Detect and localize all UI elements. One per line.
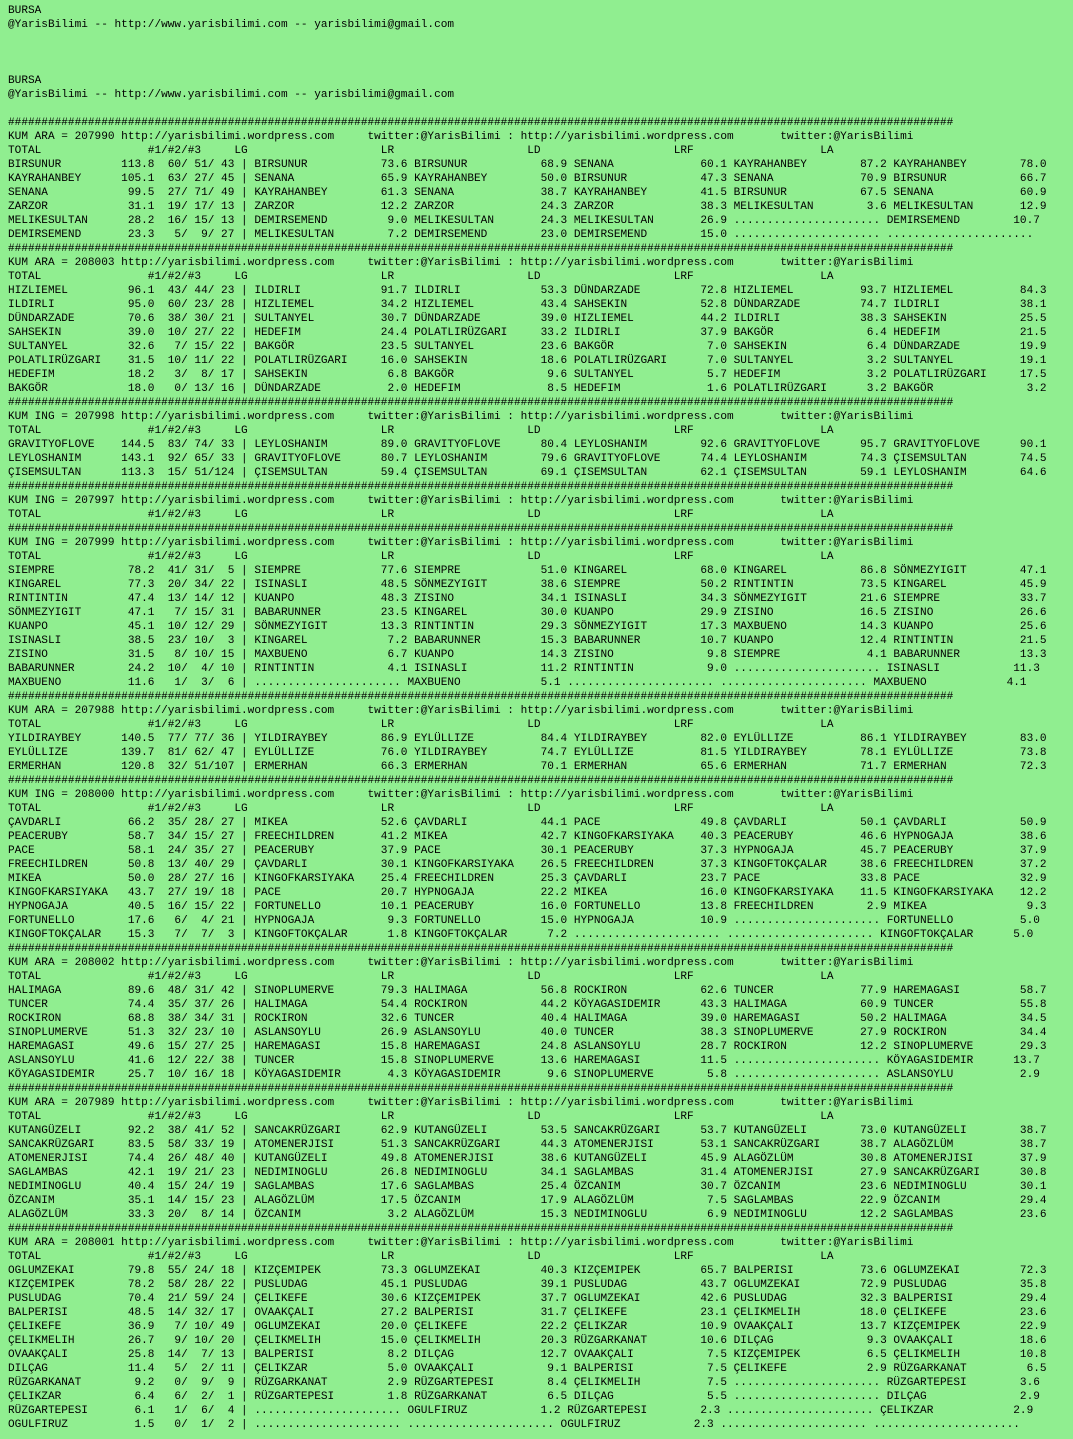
text-line: SAGLAMBAS 42.1 19/ 21/ 23 | NEDIMINOGLU 26.8 NEDIMINOGLU 34.1 SAGLAMBAS 31.4 ATOMENERJISI 27.9 SANCAKRÜZGARI 30.8 <box>8 1167 1047 1179</box>
text-line: KAYRAHANBEY 105.1 63/ 27/ 45 | SENANA 65.9 KAYRAHANBEY 50.0 BIRSUNUR 47.3 SENANA 70.9 BIRSUNUR 66.7 <box>8 173 1047 185</box>
text-line: @YarisBilimi -- http://www.yarisbilimi.com -- yarisbilimi@gmail.com <box>8 89 455 101</box>
text-line: KUM ING = 207997 http://yarisbilimi.wordpress.com twitter:@YarisBilimi : http://yarisbilimi.wordpress.com twitter:@YarisBilimi <box>8 495 914 507</box>
text-line: TOTAL #1/#2/#3 LG LR LD LRF LA <box>8 509 834 521</box>
text-line: KUM ING = 207998 http://yarisbilimi.wordpress.com twitter:@YarisBilimi : http://yarisbilimi.wordpress.com twitter:@YarisBilimi <box>8 411 914 423</box>
text-line: SINOPLUMERVE 51.3 32/ 23/ 10 | ASLANSOYLU 26.9 ASLANSOYLU 40.0 TUNCER 38.3 SINOPLUMERVE 27.9 ROCKIRON 34.4 <box>8 1027 1047 1039</box>
text-line: RÜZGARKANAT 9.2 0/ 9/ 9 | RÜZGARKANAT 2.9 RÜZGARTEPESI 8.4 ÇELIKMELIH 7.5 ...................... RÜZGARTEPESI 3.6 <box>8 1377 1040 1389</box>
text-line: KUM ING = 207999 http://yarisbilimi.wordpress.com twitter:@YarisBilimi : http://yarisbilimi.wordpress.com twitter:@YarisBilimi <box>8 537 914 549</box>
text-line: KUM ARA = 208003 http://yarisbilimi.wordpress.com twitter:@YarisBilimi : http://yarisbilimi.wordpress.com twitter:@YarisBilimi <box>8 257 914 269</box>
text-line: ############################################################################################################################################## <box>8 481 954 493</box>
text-line: SULTANYEL 32.6 7/ 15/ 22 | BAKGÖR 23.5 SULTANYEL 23.6 BAKGÖR 7.0 SAHSEKIN 6.4 DÜNDARZADE 19.9 <box>8 341 1047 353</box>
text-line: TOTAL #1/#2/#3 LG LR LD LRF LA <box>8 803 834 815</box>
text-line: RÜZGARTEPESI 6.1 1/ 6/ 4 | ...................... OGULFIRUZ 1.2 RÜZGARTEPESI 2.3 ...................... ÇELIKZAR 2.9 <box>8 1405 1034 1417</box>
text-line: TOTAL #1/#2/#3 LG LR LD LRF LA <box>8 425 834 437</box>
text-line: ZARZOR 31.1 19/ 17/ 13 | ZARZOR 12.2 ZARZOR 24.3 ZARZOR 38.3 MELIKESULTAN 3.6 MELIKESULTAN 12.9 <box>8 201 1047 213</box>
text-line: SANCAKRÜZGARI 83.5 58/ 33/ 19 | ATOMENERJISI 51.3 SANCAKRÜZGARI 44.3 ATOMENERJISI 53.1 SANCAKRÜZGARI 38.7 ALAGÖZLÜM 38.7 <box>8 1139 1047 1151</box>
text-line: HYPNOGAJA 40.5 16/ 15/ 22 | FORTUNELLO 10.1 PEACERUBY 16.0 FORTUNELLO 13.8 FREECHILDREN 2.9 MIKEA 9.3 <box>8 901 1047 913</box>
text-line <box>8 32 1073 46</box>
text-line: KUM ARA = 207988 http://yarisbilimi.wordpress.com twitter:@YarisBilimi : http://yarisbilimi.wordpress.com twitter:@YarisBilimi <box>8 705 914 717</box>
text-line: MELIKESULTAN 28.2 16/ 15/ 13 | DEMIRSEMEND 9.0 MELIKESULTAN 24.3 MELIKESULTAN 26.9 ...................... DEMIRSEMEND 10.7 <box>8 215 1040 227</box>
text-line: KUM ARA = 208002 http://yarisbilimi.wordpress.com twitter:@YarisBilimi : http://yarisbilimi.wordpress.com twitter:@YarisBilimi <box>8 957 914 969</box>
text-line: KUANPO 45.1 10/ 12/ 29 | SÖNMEZYIGIT 13.3 RINTINTIN 29.3 SÖNMEZYIGIT 17.3 MAXBUENO 14.3 KUANPO 25.6 <box>8 621 1047 633</box>
text-line: ############################################################################################################################################## <box>8 1223 954 1235</box>
text-line: TOTAL #1/#2/#3 LG LR LD LRF LA <box>8 271 834 283</box>
text-line: TUNCER 74.4 35/ 37/ 26 | HALIMAGA 54.4 ROCKIRON 44.2 KÖYAGASIDEMIR 43.3 HALIMAGA 60.9 TUNCER 55.8 <box>8 999 1047 1011</box>
text-line: BALPERISI 48.5 14/ 32/ 17 | OVAAKÇALI 27.2 BALPERISI 31.7 ÇELIKEFE 23.1 ÇELIKMELIH 18.0 ÇELIKEFE 23.6 <box>8 1307 1047 1319</box>
text-line: ÇISEMSULTAN 113.3 15/ 51/124 | ÇISEMSULTAN 59.4 ÇISEMSULTAN 69.1 ÇISEMSULTAN 62.1 ÇISEMSULTAN 59.1 LEYLOSHANIM 64.6 <box>8 467 1047 479</box>
text-line: BABARUNNER 24.2 10/ 4/ 10 | RINTINTIN 4.1 ISINASLI 11.2 RINTINTIN 9.0 ...................... ISINASLI 11.3 <box>8 663 1040 675</box>
text-line: FREECHILDREN 50.8 13/ 40/ 29 | ÇAVDARLI 30.1 KINGOFKARSIYAKA 26.5 FREECHILDREN 37.3 KINGOFTOKÇALAR 38.6 FREECHILDREN 37.2 <box>8 859 1047 871</box>
text-line: HIZLIEMEL 96.1 43/ 44/ 23 | ILDIRLI 91.7 ILDIRLI 53.3 DÜNDARZADE 72.8 HIZLIEMEL 93.7 HIZLIEMEL 84.3 <box>8 285 1047 297</box>
text-line: YILDIRAYBEY 140.5 77/ 77/ 36 | YILDIRAYBEY 86.9 EYLÜLLIZE 84.4 YILDIRAYBEY 82.0 EYLÜLLIZE 86.1 YILDIRAYBEY 83.0 <box>8 733 1047 745</box>
text-line: TOTAL #1/#2/#3 LG LR LD LRF LA <box>8 1111 834 1123</box>
text-line: OGULFIRUZ 1.5 0/ 1/ 2 | ...................... ...................... OGULFIRUZ 2.3 ...................... ...................... <box>8 1419 1020 1431</box>
text-line: OVAAKÇALI 25.8 14/ 7/ 13 | BALPERISI 8.2 DILÇAG 12.7 OVAAKÇALI 7.5 KIZÇEMIPEK 6.5 ÇELIKMELIH 10.8 <box>8 1349 1047 1361</box>
text-line: SENANA 99.5 27/ 71/ 49 | KAYRAHANBEY 61.3 SENANA 38.7 KAYRAHANBEY 41.5 BIRSUNUR 67.5 SENANA 60.9 <box>8 187 1047 199</box>
text-line: ÖZCANIM 35.1 14/ 15/ 23 | ALAGÖZLÜM 17.5 ÖZCANIM 17.9 ALAGÖZLÜM 7.5 SAGLAMBAS 22.9 ÖZCANIM 29.4 <box>8 1195 1047 1207</box>
text-line <box>8 60 1073 74</box>
text-line: KUM ARA = 208001 http://yarisbilimi.wordpress.com twitter:@YarisBilimi : http://yarisbilimi.wordpress.com twitter:@YarisBilimi <box>8 1237 914 1249</box>
text-line: FORTUNELLO 17.6 6/ 4/ 21 | HYPNOGAJA 9.3 FORTUNELLO 15.0 HYPNOGAJA 10.9 ...................... FORTUNELLO 5.0 <box>8 915 1040 927</box>
text-line: @YarisBilimi -- http://www.yarisbilimi.com -- yarisbilimi@gmail.com <box>8 19 455 31</box>
text-line: ÇELIKEFE 36.9 7/ 10/ 49 | OGLUMZEKAI 20.0 ÇELIKEFE 22.2 ÇELIKZAR 10.9 OVAAKÇALI 13.7 KIZÇEMIPEK 22.9 <box>8 1321 1047 1333</box>
text-line: BIRSUNUR 113.8 60/ 51/ 43 | BIRSUNUR 73.6 BIRSUNUR 68.9 SENANA 60.1 KAYRAHANBEY 87.2 KAYRAHANBEY 78.0 <box>8 159 1047 171</box>
text-line: KIZÇEMIPEK 78.2 58/ 28/ 22 | PUSLUDAG 45.1 PUSLUDAG 39.1 PUSLUDAG 43.7 OGLUMZEKAI 72.9 PUSLUDAG 35.8 <box>8 1279 1047 1291</box>
text-line: KUTANGÜZELI 92.2 38/ 41/ 52 | SANCAKRÜZGARI 62.9 KUTANGÜZELI 53.5 SANCAKRÜZGARI 53.7 KUTANGÜZELI 73.0 KUTANGÜZELI 38.7 <box>8 1125 1047 1137</box>
text-line: BAKGÖR 18.0 0/ 13/ 16 | DÜNDARZADE 2.0 HEDEFIM 8.5 HEDEFIM 1.6 POLATLIRÜZGARI 3.2 BAKGÖR 3.2 <box>8 383 1047 395</box>
text-line: PACE 58.1 24/ 35/ 27 | PEACERUBY 37.9 PACE 30.1 PEACERUBY 37.3 HYPNOGAJA 45.7 PEACERUBY 37.9 <box>8 845 1047 857</box>
text-line: KUM ARA = 207989 http://yarisbilimi.wordpress.com twitter:@YarisBilimi : http://yarisbilimi.wordpress.com twitter:@YarisBilimi <box>8 1097 914 1109</box>
text-line: GRAVITYOFLOVE 144.5 83/ 74/ 33 | LEYLOSHANIM 89.0 GRAVITYOFLOVE 80.4 LEYLOSHANIM 92.6 GRAVITYOFLOVE 95.7 GRAVITYOFLOVE 90.1 <box>8 439 1047 451</box>
text-line: ZISINO 31.5 8/ 10/ 15 | MAXBUENO 6.7 KUANPO 14.3 ZISINO 9.8 SIEMPRE 4.1 BABARUNNER 13.3 <box>8 649 1047 661</box>
text-line: ############################################################################################################################################## <box>8 775 954 787</box>
text-line: ############################################################################################################################################## <box>8 1083 954 1095</box>
text-line: KINGAREL 77.3 20/ 34/ 22 | ISINASLI 48.5 SÖNMEZYIGIT 38.6 SIEMPRE 50.2 RINTINTIN 73.5 KINGAREL 45.9 <box>8 579 1047 591</box>
text-line: BURSA <box>8 5 42 17</box>
text-line: ############################################################################################################################################## <box>8 243 954 255</box>
text-line: KÖYAGASIDEMIR 25.7 10/ 16/ 18 | KÖYAGASIDEMIR 4.3 KÖYAGASIDEMIR 9.6 SINOPLUMERVE 5.8 ...................... ASLANSOYLU 2.9 <box>8 1069 1040 1081</box>
text-line: KINGOFTOKÇALAR 15.3 7/ 7/ 3 | KINGOFTOKÇALAR 1.8 KINGOFTOKÇALAR 7.2 ...................... ...................... KINGOFTOKÇALAR 5.0 <box>8 929 1034 941</box>
text-line: TOTAL #1/#2/#3 LG LR LD LRF LA <box>8 145 834 157</box>
text-line: ############################################################################################################################################## <box>8 523 954 535</box>
text-line: RINTINTIN 47.4 13/ 14/ 12 | KUANPO 48.3 ZISINO 34.1 ISINASLI 34.3 SÖNMEZYIGIT 21.6 SIEMPRE 33.7 <box>8 593 1047 605</box>
text-line: KUM ARA = 207990 http://yarisbilimi.wordpress.com twitter:@YarisBilimi : http://yarisbilimi.wordpress.com twitter:@YarisBilimi <box>8 131 914 143</box>
text-line: ############################################################################################################################################## <box>8 943 954 955</box>
text-line: PEACERUBY 58.7 34/ 15/ 27 | FREECHILDREN 41.2 MIKEA 42.7 KINGOFKARSIYAKA 40.3 PEACERUBY 46.6 HYPNOGAJA 38.6 <box>8 831 1047 843</box>
text-line: ÇELIKMELIH 26.7 9/ 10/ 20 | ÇELIKMELIH 15.0 ÇELIKMELIH 20.3 RÜZGARKANAT 10.6 DILÇAG 9.3 OVAAKÇALI 18.6 <box>8 1335 1047 1347</box>
text-line: ############################################################################################################################################## <box>8 691 954 703</box>
text-line: ILDIRLI 95.0 60/ 23/ 28 | HIZLIEMEL 34.2 HIZLIEMEL 43.4 SAHSEKIN 52.8 DÜNDARZADE 74.7 ILDIRLI 38.1 <box>8 299 1047 311</box>
text-line: ############################################################################################################################################## <box>8 117 954 129</box>
text-line: ROCKIRON 68.8 38/ 34/ 31 | ROCKIRON 32.6 TUNCER 40.4 HALIMAGA 39.0 HAREMAGASI 50.2 HALIMAGA 34.5 <box>8 1013 1047 1025</box>
text-line: ############################################################################################################################################## <box>8 397 954 409</box>
text-line: TOTAL #1/#2/#3 LG LR LD LRF LA <box>8 971 834 983</box>
text-line: POLATLIRÜZGARI 31.5 10/ 11/ 22 | POLATLIRÜZGARI 16.0 SAHSEKIN 18.6 POLATLIRÜZGARI 7.0 SULTANYEL 3.2 SULTANYEL 19.1 <box>8 355 1047 367</box>
text-line: DEMIRSEMEND 23.3 5/ 9/ 27 | MELIKESULTAN 7.2 DEMIRSEMEND 23.0 DEMIRSEMEND 15.0 ...................... ...................... <box>8 229 1034 241</box>
text-line: KUM ING = 208000 http://yarisbilimi.wordpress.com twitter:@YarisBilimi : http://yarisbilimi.wordpress.com twitter:@YarisBilimi <box>8 789 914 801</box>
text-line: NEDIMINOGLU 40.4 15/ 24/ 19 | SAGLAMBAS 17.6 SAGLAMBAS 25.4 ÖZCANIM 30.7 ÖZCANIM 23.6 NEDIMINOGLU 30.1 <box>8 1181 1047 1193</box>
text-line: TOTAL #1/#2/#3 LG LR LD LRF LA <box>8 1251 834 1263</box>
text-line: PUSLUDAG 70.4 21/ 59/ 24 | ÇELIKEFE 30.6 KIZÇEMIPEK 37.7 OGLUMZEKAI 42.6 PUSLUDAG 32.3 BALPERISI 29.4 <box>8 1293 1047 1305</box>
text-line: ERMERHAN 120.8 32/ 51/107 | ERMERHAN 66.3 ERMERHAN 70.1 ERMERHAN 65.6 ERMERHAN 71.7 ERMERHAN 72.3 <box>8 761 1047 773</box>
text-line: ÇAVDARLI 66.2 35/ 28/ 27 | MIKEA 52.6 ÇAVDARLI 44.1 PACE 49.8 ÇAVDARLI 50.1 ÇAVDARLI 50.9 <box>8 817 1047 829</box>
text-line <box>8 102 1073 116</box>
text-line: HALIMAGA 89.6 48/ 31/ 42 | SINOPLUMERVE 79.3 HALIMAGA 56.8 ROCKIRON 62.6 TUNCER 77.9 HAREMAGASI 58.7 <box>8 985 1047 997</box>
text-line: HEDEFIM 18.2 3/ 8/ 17 | SAHSEKIN 6.8 BAKGÖR 9.6 SULTANYEL 5.7 HEDEFIM 3.2 POLATLIRÜZGARI 17.5 <box>8 369 1047 381</box>
text-line: ÇELIKZAR 6.4 6/ 2/ 1 | RÜZGARTEPESI 1.8 RÜZGARKANAT 6.5 DILÇAG 5.5 ...................... DILÇAG 2.9 <box>8 1391 1040 1403</box>
text-line: TOTAL #1/#2/#3 LG LR LD LRF LA <box>8 719 834 731</box>
text-line: DÜNDARZADE 70.6 38/ 30/ 21 | SULTANYEL 30.7 DÜNDARZADE 39.0 HIZLIEMEL 44.2 ILDIRLI 38.3 SAHSEKIN 25.5 <box>8 313 1047 325</box>
text-line: TOTAL #1/#2/#3 LG LR LD LRF LA <box>8 551 834 563</box>
text-line: ASLANSOYLU 41.6 12/ 22/ 38 | TUNCER 15.8 SINOPLUMERVE 13.6 HAREMAGASI 11.5 ...................... KÖYAGASIDEMIR 13.7 <box>8 1055 1040 1067</box>
text-line: BURSA <box>8 75 42 87</box>
text-line: SIEMPRE 78.2 41/ 31/ 5 | SIEMPRE 77.6 SIEMPRE 51.0 KINGAREL 68.0 KINGAREL 86.8 SÖNMEZYIGIT 47.1 <box>8 565 1047 577</box>
text-line: SÖNMEZYIGIT 47.1 7/ 15/ 31 | BABARUNNER 23.5 KINGAREL 30.0 KUANPO 29.9 ZISINO 16.5 ZISINO 26.6 <box>8 607 1047 619</box>
text-line: LEYLOSHANIM 143.1 92/ 65/ 33 | GRAVITYOFLOVE 80.7 LEYLOSHANIM 79.6 GRAVITYOFLOVE 74.4 LEYLOSHANIM 74.3 ÇISEMSULTAN 74.5 <box>8 453 1047 465</box>
text-line: EYLÜLLIZE 139.7 81/ 62/ 47 | EYLÜLLIZE 76.0 YILDIRAYBEY 74.7 EYLÜLLIZE 81.5 YILDIRAYBEY 78.1 EYLÜLLIZE 73.8 <box>8 747 1047 759</box>
text-line: HAREMAGASI 49.6 15/ 27/ 25 | HAREMAGASI 15.8 HAREMAGASI 24.8 ASLANSOYLU 28.7 ROCKIRON 12.2 SINOPLUMERVE 29.3 <box>8 1041 1047 1053</box>
text-line: ALAGÖZLÜM 33.3 20/ 8/ 14 | ÖZCANIM 3.2 ALAGÖZLÜM 15.3 NEDIMINOGLU 6.9 NEDIMINOGLU 12.2 SAGLAMBAS 23.6 <box>8 1209 1047 1221</box>
text-line: SAHSEKIN 39.0 10/ 27/ 22 | HEDEFIM 24.4 POLATLIRÜZGARI 33.2 ILDIRLI 37.9 BAKGÖR 6.4 HEDEFIM 21.5 <box>8 327 1047 339</box>
text-line: DILÇAG 11.4 5/ 2/ 11 | ÇELIKZAR 5.0 OVAAKÇALI 9.1 BALPERISI 7.5 ÇELIKEFE 2.9 RÜZGARKANAT 6.5 <box>8 1363 1047 1375</box>
text-line: KINGOFKARSIYAKA 43.7 27/ 19/ 18 | PACE 20.7 HYPNOGAJA 22.2 MIKEA 16.0 KINGOFKARSIYAKA 11.5 KINGOFKARSIYAKA 12.2 <box>8 887 1047 899</box>
text-line: MAXBUENO 11.6 1/ 3/ 6 | ...................... MAXBUENO 5.1 ...................... ...................... MAXBUENO 4.1 <box>8 677 1027 689</box>
text-line: ISINASLI 38.5 23/ 10/ 3 | KINGAREL 7.2 BABARUNNER 15.3 BABARUNNER 10.7 KUANPO 12.4 RINTINTIN 21.5 <box>8 635 1047 647</box>
text-line: ATOMENERJISI 74.4 26/ 48/ 40 | KUTANGÜZELI 49.8 ATOMENERJISI 38.6 KUTANGÜZELI 45.9 ALAGÖZLÜM 30.8 ATOMENERJISI 37.9 <box>8 1153 1047 1165</box>
text-line <box>8 46 1073 60</box>
text-line: MIKEA 50.0 28/ 27/ 16 | KINGOFKARSIYAKA 25.4 FREECHILDREN 25.3 ÇAVDARLI 23.7 PACE 33.8 PACE 32.9 <box>8 873 1047 885</box>
text-line: OGLUMZEKAI 79.8 55/ 24/ 18 | KIZÇEMIPEK 73.3 OGLUMZEKAI 40.3 KIZÇEMIPEK 65.7 BALPERISI 73.6 OGLUMZEKAI 72.3 <box>8 1265 1047 1277</box>
